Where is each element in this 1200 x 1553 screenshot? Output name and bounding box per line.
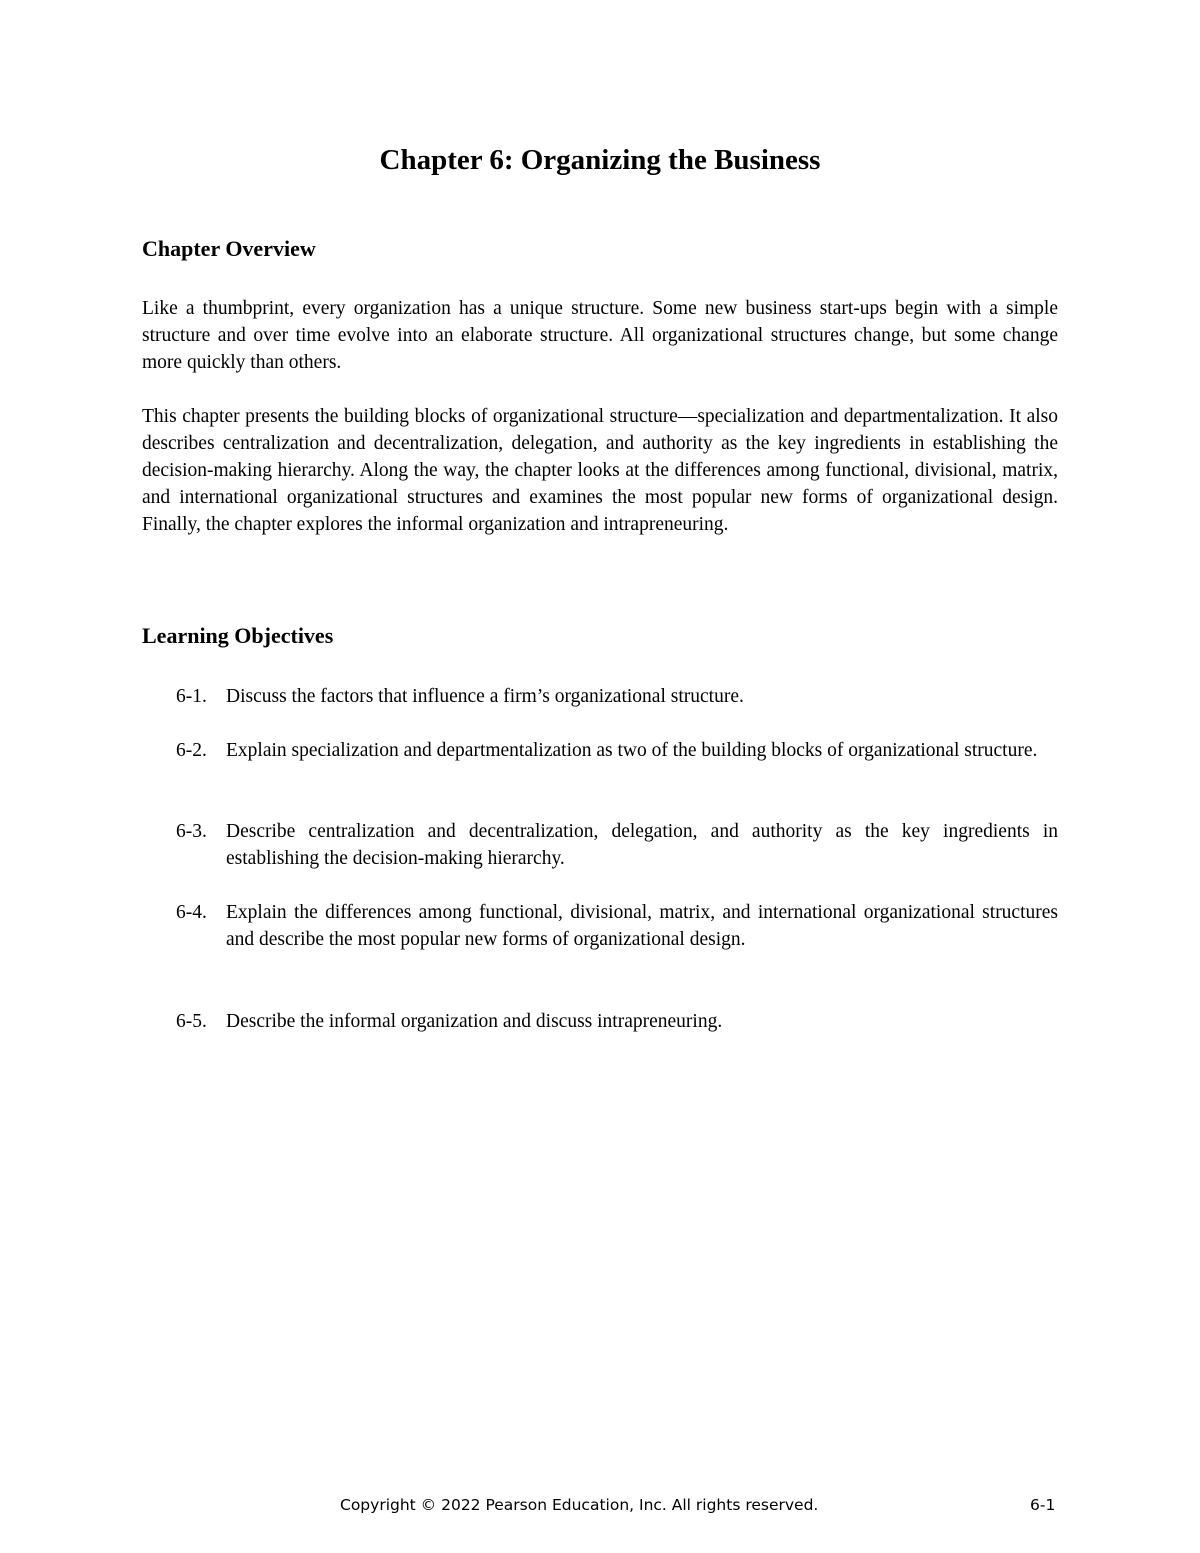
objective-number: 6-4.	[176, 902, 207, 923]
objective-text: Explain the differences among functional, divisional, matrix, and international organizational structures and describe the most popular new forms of organizational design.	[226, 902, 1058, 950]
learning-objective-item	[176, 683, 1058, 710]
objective-number: 6-2.	[176, 740, 207, 761]
learning-objective-item	[176, 899, 1058, 953]
objective-text: Describe the informal organization and discuss intrapreneuring.	[226, 1011, 723, 1032]
learning-objective-item	[176, 818, 1058, 872]
overview-paragraph: This chapter presents the building blocks of organizational structure—specialization and departmentalization. It also describes centralization and decentralization, delegation, and authority as the key ingredients in establishing the decision-making hierarchy. Along the way, the chapter looks at the differences among functional, divisional, matrix, and international organizational structures and examines the most popular new forms of organizational design. Finally, the chapter explores the informal organization and intrapreneuring.	[142, 406, 1058, 535]
objective-text: Describe centralization and decentralization, delegation, and authority as the key ingredients in establishing the decision-making hierarchy.	[226, 821, 1058, 869]
learning-objectives-heading: Learning Objectives	[142, 623, 334, 648]
objective-text: Discuss the factors that influence a firm’s organizational structure.	[226, 686, 744, 707]
learning-objective-item	[176, 737, 1058, 764]
objective-text: Explain specialization and departmentalization as two of the building blocks of organizational structure.	[226, 740, 1038, 761]
chapter-title: Chapter 6: Organizing the Business	[379, 144, 821, 176]
objective-number: 6-3.	[176, 821, 207, 842]
footer-page-number: 6-1	[1030, 1496, 1056, 1514]
learning-objective-item	[176, 1008, 1058, 1035]
overview-paragraph: Like a thumbprint, every organization has a unique structure. Some new business start-ups begin with a simple structure and over time evolve into an elaborate structure. All organizational structures change, but some change more quickly than others.	[142, 298, 1058, 373]
objective-number: 6-5.	[176, 1011, 207, 1032]
footer-copyright: Copyright © 2022 Pearson Education, Inc. All rights reserved.	[340, 1496, 819, 1514]
objective-number: 6-1.	[176, 686, 207, 707]
chapter-overview-heading: Chapter Overview	[142, 236, 316, 261]
